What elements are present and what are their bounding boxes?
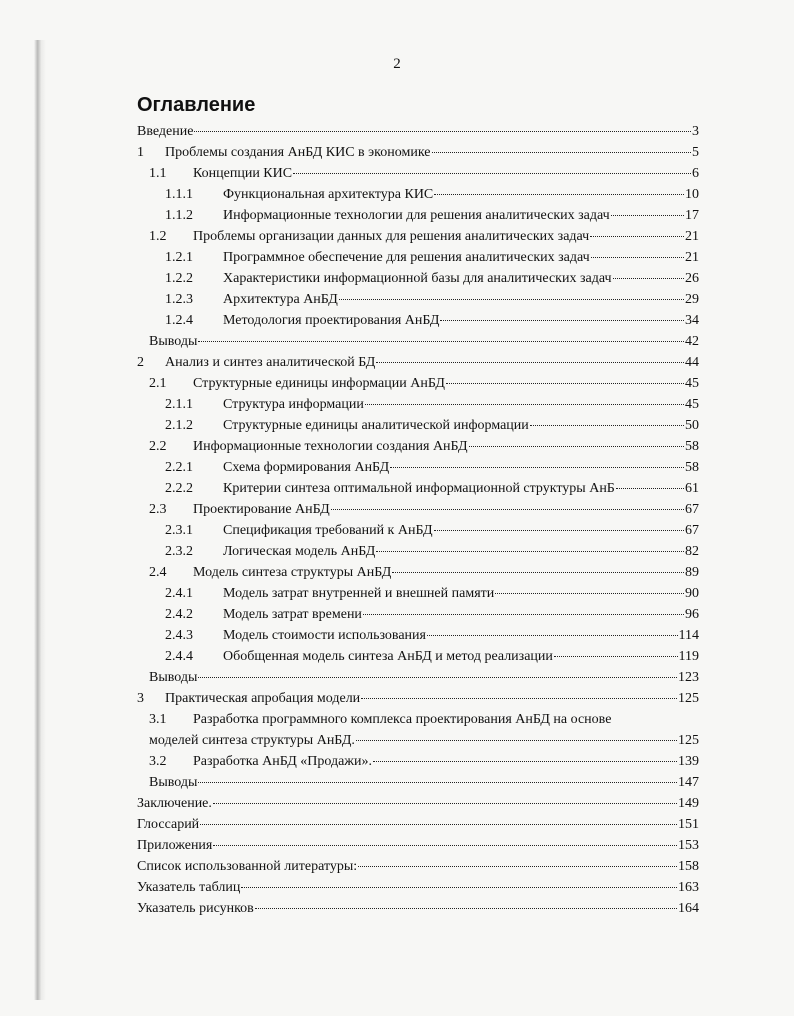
toc-dot-leader xyxy=(198,340,684,342)
toc-dot-leader xyxy=(358,865,677,867)
toc-entry-vyvody2[interactable] xyxy=(137,667,699,688)
toc-entry-number: 2 xyxy=(137,355,144,370)
toc-entry-page: 96 xyxy=(685,607,699,622)
toc-dot-leader xyxy=(432,151,691,153)
toc-entry-s2-2[interactable] xyxy=(137,436,699,457)
toc-entry-title: Глоссарий xyxy=(137,817,200,832)
toc-entry-title: Проектирование АнБД xyxy=(193,502,330,517)
toc-entry-page: 34 xyxy=(685,313,699,328)
toc-dot-leader xyxy=(356,739,677,741)
toc-entry-title: Проблемы создания АнБД КИС в экономике xyxy=(165,145,431,160)
toc-entry-number: 2.2.2 xyxy=(165,481,193,496)
toc-entry-ch3[interactable] xyxy=(137,688,699,709)
toc-entry-title: Приложения xyxy=(137,838,213,853)
toc-entry-s1-2-1[interactable] xyxy=(137,247,699,268)
toc-dot-leader xyxy=(293,172,691,174)
toc-entry-number: 1.2.4 xyxy=(165,313,193,328)
toc-entry-title: Информационные технологии создания АнБД xyxy=(193,439,468,454)
toc-dot-leader xyxy=(611,214,684,216)
toc-entry-title: Практическая апробация модели xyxy=(165,691,361,706)
toc-entry-s2-4[interactable] xyxy=(137,562,699,583)
toc-entry-page: 67 xyxy=(685,502,699,517)
toc-entry-page: 114 xyxy=(678,628,699,643)
toc-entry-tabl[interactable] xyxy=(137,877,699,898)
toc-entry-title: Функциональная архитектура КИС xyxy=(223,187,434,202)
toc-dot-leader xyxy=(361,697,677,699)
toc-entry-page: 147 xyxy=(678,775,699,790)
toc-dot-leader xyxy=(373,760,677,762)
toc-entry-number: 2.1.1 xyxy=(165,397,193,412)
toc-dot-leader xyxy=(590,235,684,237)
toc-entry-title: моделей синтеза структуры АнБД. xyxy=(149,733,355,748)
toc-entry-title: Структурные единицы аналитической информации xyxy=(223,418,529,433)
toc-entry-s1-1-1[interactable] xyxy=(137,184,699,205)
toc-entry-vvedenie[interactable] xyxy=(137,121,699,142)
toc-entry-page: 10 xyxy=(685,187,699,202)
toc-entry-s2-1-1[interactable] xyxy=(137,394,699,415)
toc-dot-leader xyxy=(427,634,678,636)
toc-entry-page: 29 xyxy=(685,292,699,307)
toc-entry-page: 163 xyxy=(678,880,699,895)
toc-entry-page: 17 xyxy=(685,208,699,223)
toc-entry-title: Характеристики информационной базы для аналитических задач xyxy=(223,271,612,286)
toc-entry-title: Схема формирования АнБД xyxy=(223,460,390,475)
toc-entry-number: 2.2.1 xyxy=(165,460,193,475)
toc-dot-leader xyxy=(198,676,677,678)
toc-entry-number: 3.1 xyxy=(149,712,167,727)
toc-entry-page: 6 xyxy=(692,166,699,181)
toc-entry-title: Спецификация требований к АнБД xyxy=(223,523,433,538)
toc-entry-title: Разработка АнБД «Продажи». xyxy=(193,754,372,769)
toc-entry-title: Архитектура АнБД xyxy=(223,292,338,307)
toc-dot-leader xyxy=(440,319,684,321)
toc-entry-page: 44 xyxy=(685,355,699,370)
toc-entry-number: 1.2.2 xyxy=(165,271,193,286)
toc-entry-number: 2.1.2 xyxy=(165,418,193,433)
toc-dot-leader xyxy=(390,466,684,468)
toc-entry-number: 2.4 xyxy=(149,565,167,580)
toc-entry-s1-2-3[interactable] xyxy=(137,289,699,310)
toc-entry-s2-4-3[interactable] xyxy=(137,625,699,646)
toc-entry-page: 45 xyxy=(685,397,699,412)
toc-entry-s2-4-1[interactable] xyxy=(137,583,699,604)
toc-dot-leader xyxy=(392,571,684,573)
toc-entry-title: Программное обеспечение для решения аналитических задач xyxy=(223,250,590,265)
toc-entry-title: Введение xyxy=(137,124,194,139)
toc-entry-number: 1.2.3 xyxy=(165,292,193,307)
toc-entry-title: Модель затрат внутренней и внешней памяти xyxy=(223,586,495,601)
toc-dot-leader xyxy=(376,361,684,363)
toc-entry-number: 2.4.4 xyxy=(165,649,193,664)
toc-entry-ris[interactable] xyxy=(137,898,699,919)
toc-entry-s1-2-4[interactable] xyxy=(137,310,699,331)
toc-entry-number: 2.1 xyxy=(149,376,167,391)
toc-entry-s1-2[interactable] xyxy=(137,226,699,247)
toc-entry-number: 2.4.1 xyxy=(165,586,193,601)
toc-dot-leader xyxy=(434,529,684,531)
toc-dot-leader xyxy=(434,193,684,195)
toc-entry-vyvody1[interactable] xyxy=(137,331,699,352)
toc-dot-leader xyxy=(213,802,677,804)
toc-entry-number: 3.2 xyxy=(149,754,167,769)
toc-entry-title: Информационные технологии для решения аналитических задач xyxy=(223,208,610,223)
toc-dot-leader xyxy=(339,298,684,300)
toc-entry-s1-1-2[interactable] xyxy=(137,205,699,226)
toc-dot-leader xyxy=(616,487,684,489)
toc-entry-title: Выводы xyxy=(149,775,198,790)
toc-dot-leader xyxy=(241,886,677,888)
toc-entry-s3-1b[interactable] xyxy=(137,730,699,751)
toc-dot-leader xyxy=(376,550,684,552)
toc-dot-leader xyxy=(591,256,684,258)
toc-entry-page: 149 xyxy=(678,796,699,811)
toc-entry-number: 1.1.1 xyxy=(165,187,193,202)
toc-entry-page: 139 xyxy=(678,754,699,769)
toc-entry-page: 89 xyxy=(685,565,699,580)
toc-dot-leader xyxy=(194,130,691,132)
toc-entry-title: Выводы xyxy=(149,670,198,685)
toc-entry-title: Проблемы организации данных для решения аналитических задач xyxy=(193,229,590,244)
toc-entry-title: Структурные единицы информации АнБД xyxy=(193,376,445,391)
toc-heading: Оглавление xyxy=(137,94,256,116)
toc-entry-title: Критерии синтеза оптимальной информационной структуры АнБ xyxy=(223,481,615,496)
toc-dot-leader xyxy=(613,277,684,279)
toc-entry-title: Список использованной литературы: xyxy=(137,859,358,874)
toc-dot-leader xyxy=(365,403,684,405)
toc-entry-zakl[interactable] xyxy=(137,793,699,814)
toc-entry-page: 45 xyxy=(685,376,699,391)
toc-entry-number: 1.1 xyxy=(149,166,167,181)
toc-entry-page: 5 xyxy=(692,145,699,160)
table-of-contents xyxy=(137,121,699,919)
toc-entry-page: 82 xyxy=(685,544,699,559)
toc-entry-title: Обобщенная модель синтеза АнБД и метод реализации xyxy=(223,649,553,664)
toc-dot-leader xyxy=(331,508,684,510)
toc-dot-leader xyxy=(200,823,677,825)
toc-entry-title: Разработка программного комплекса проектирования АнБД на основе xyxy=(193,712,612,727)
toc-entry-gloss[interactable] xyxy=(137,814,699,835)
toc-entry-s2-1-2[interactable] xyxy=(137,415,699,436)
toc-dot-leader xyxy=(530,424,684,426)
toc-entry-page: 125 xyxy=(678,733,699,748)
toc-entry-title: Модель затрат времени xyxy=(223,607,362,622)
scan-edge-artifact xyxy=(34,40,46,1000)
toc-entry-page: 26 xyxy=(685,271,699,286)
toc-entry-page: 90 xyxy=(685,586,699,601)
toc-dot-leader xyxy=(198,781,677,783)
toc-entry-page: 21 xyxy=(685,229,699,244)
toc-entry-page: 58 xyxy=(685,439,699,454)
toc-entry-number: 2.4.2 xyxy=(165,607,193,622)
toc-entry-page: 151 xyxy=(678,817,699,832)
toc-entry-page: 125 xyxy=(678,691,699,706)
toc-entry-title: Указатель таблиц xyxy=(137,880,241,895)
toc-entry-pril[interactable] xyxy=(137,835,699,856)
toc-entry-s3-2[interactable] xyxy=(137,751,699,772)
toc-entry-page: 42 xyxy=(685,334,699,349)
toc-entry-number: 3 xyxy=(137,691,144,706)
toc-entry-ch2[interactable] xyxy=(137,352,699,373)
toc-dot-leader xyxy=(255,907,677,909)
toc-entry-s2-4-4[interactable] xyxy=(137,646,699,667)
toc-entry-page: 50 xyxy=(685,418,699,433)
toc-entry-number: 2.3.1 xyxy=(165,523,193,538)
toc-entry-title: Логическая модель АнБД xyxy=(223,544,376,559)
toc-entry-ch1[interactable] xyxy=(137,142,699,163)
toc-entry-s2-1[interactable] xyxy=(137,373,699,394)
toc-entry-s2-3-2[interactable] xyxy=(137,541,699,562)
toc-entry-title: Указатель рисунков xyxy=(137,901,254,916)
toc-entry-number: 2.3.2 xyxy=(165,544,193,559)
toc-entry-title: Анализ и синтез аналитической БД xyxy=(165,355,376,370)
toc-entry-s1-1[interactable] xyxy=(137,163,699,184)
toc-entry-page: 153 xyxy=(678,838,699,853)
toc-dot-leader xyxy=(363,613,684,615)
toc-entry-number: 2.4.3 xyxy=(165,628,193,643)
page-number: 2 xyxy=(393,56,401,72)
toc-entry-number: 1.2.1 xyxy=(165,250,193,265)
toc-entry-page: 158 xyxy=(678,859,699,874)
toc-entry-number: 2.2 xyxy=(149,439,167,454)
toc-entry-page: 67 xyxy=(685,523,699,538)
toc-entry-title: Структура информации xyxy=(223,397,364,412)
toc-entry-title: Модель стоимости использования xyxy=(223,628,426,643)
toc-entry-title: Выводы xyxy=(149,334,198,349)
toc-entry-s2-2-2[interactable] xyxy=(137,478,699,499)
toc-dot-leader xyxy=(495,592,684,594)
toc-entry-page: 119 xyxy=(678,649,699,664)
toc-entry-page: 164 xyxy=(678,901,699,916)
toc-entry-page: 58 xyxy=(685,460,699,475)
toc-entry-number: 1.1.2 xyxy=(165,208,193,223)
toc-entry-title: Концепции КИС xyxy=(193,166,293,181)
toc-entry-page: 3 xyxy=(692,124,699,139)
toc-entry-s3-1a[interactable] xyxy=(137,709,699,730)
toc-entry-s2-2-1[interactable] xyxy=(137,457,699,478)
toc-entry-s1-2-2[interactable] xyxy=(137,268,699,289)
toc-dot-leader xyxy=(213,844,677,846)
toc-entry-number: 1.2 xyxy=(149,229,167,244)
toc-entry-page: 21 xyxy=(685,250,699,265)
toc-entry-title: Методология проектирования АнБД xyxy=(223,313,440,328)
toc-entry-page: 61 xyxy=(685,481,699,496)
toc-entry-vyvody3[interactable] xyxy=(137,772,699,793)
toc-entry-number: 1 xyxy=(137,145,144,160)
toc-dot-leader xyxy=(469,445,684,447)
toc-dot-leader xyxy=(446,382,684,384)
toc-entry-page: 123 xyxy=(678,670,699,685)
toc-entry-number: 2.3 xyxy=(149,502,167,517)
toc-entry-s2-3-1[interactable] xyxy=(137,520,699,541)
toc-entry-lit[interactable] xyxy=(137,856,699,877)
toc-entry-s2-3[interactable] xyxy=(137,499,699,520)
toc-entry-title: Заключение. xyxy=(137,796,212,811)
toc-entry-s2-4-2[interactable] xyxy=(137,604,699,625)
toc-dot-leader xyxy=(554,655,678,657)
toc-entry-title: Модель синтеза структуры АнБД xyxy=(193,565,392,580)
